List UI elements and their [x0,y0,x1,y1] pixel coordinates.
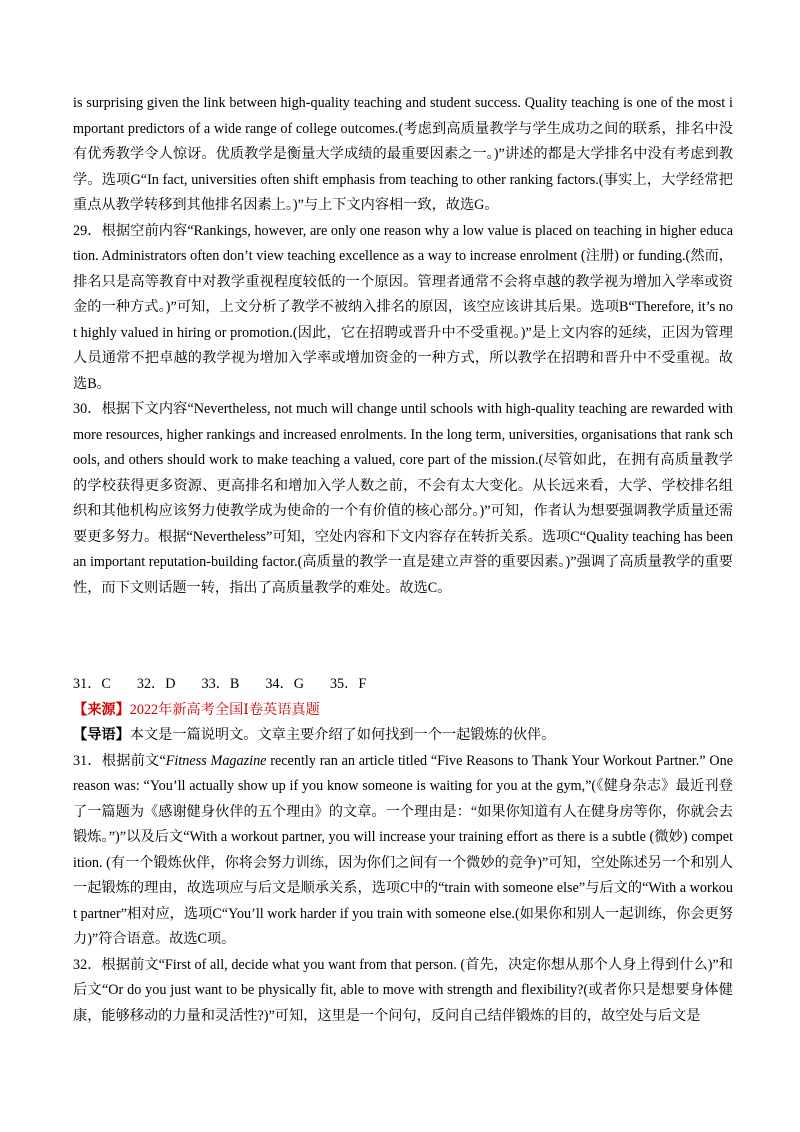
answer-34: 34．G [265,676,304,692]
explanation-part-2 [73,672,733,1029]
answer-35: 35．F [329,676,367,692]
guide-label: 【导语】 [73,727,130,743]
source-label: 【来源】 [73,701,130,718]
paragraph-32: 32．根据前文“First of all, decide what you want from that person. (首先，决定你想从那个人身上得到什么)”和后文“Or do you just want to be physically fit, able to move with strength and flexibility?(或者你只是想要身体健康，能够移动的力量和灵活性?)”可知，这里是一个问句，反问自己结伴锻炼的目的，故空处与后文是 [73,956,733,1024]
guide-line [73,723,733,749]
paragraph-31 [73,749,733,953]
answer-32: 32．D [136,676,176,692]
magazine-title: Fitness Magazine [165,752,267,769]
paragraph-30: 30．根据下文内容“Nevertheless, not much will change until schools with high-quality teaching are rewarded with more resources, higher rankings and increased enrolments. In the long term, universities, organisations that rank schools, and others should work to make teaching a valued, core part of the mission.(尽管如此，在拥有高质量教学的学校获得更多资源、更高排名和增加入学人数之前，不会有太大变化。从长远来看，大学、学校排名组织和其他机构应该努力使教学成为使命的一个有价值的核心部分。)”可知，作者认为想要强调教学质量还需要更多努力。根据“Nevertheless”可知，空处内容和下文内容存在转折关系。选项C“Quality teaching has been an important reputation-building factor.(高质量的教学一直是建立声誉的重要因素。)”强调了高质量教学的重要性，而下文则话题一转，指出了高质量教学的难处。故选C。 [73,401,734,596]
guide-text: 本文是一篇说明文。文章主要介绍了如何找到一个一起锻炼的伙伴。 [129,727,556,743]
paragraph-28-tail: is surprising given the link between high-quality teaching and student success. Quality teaching is one of the most important predictors of a wide range of college outcomes.(考虑到高质量教学与学生成功之间的联系，排名中没有优秀教学令人惊讶。优质教学是衡量大学成绩的最重要因素之一。)”讲述的都是大学排名中没有考虑到教学。选项G“In fact, universities often shift emphasis from teaching to other ranking factors.(事实上，大学经常把重点从教学转移到其他排名因素上。)”与上下文内容相一致，故选G。 [73,95,733,213]
answer-33: 33．B [201,676,240,692]
answer-key-row [73,672,733,698]
source-text: 2022年新高考全国Ⅰ卷英语真题 [129,701,320,718]
source-line [73,698,733,724]
p31-rest: recently ran an article titled “Five Reasons to Thank Your Workout Partner.” One reason was: “You’ll actually show up if you know someone is waiting for you at the gym,”(《健身杂志》最近刊登了一篇题为《感谢健身伙伴的五个理由》的文章。一个理由是：“如果你知道有人在健身房等你，你就会去锻炼。”)”以及后文“With a workout partner, you will increase your training effort as there is a subtle (微妙) competition. (有一个锻炼伙伴，你将会努力训练，因为你们之间有一个微妙的竞争)”可知，空处陈述另一个和别人一起锻炼的理由，故选项应与后文是顺承关系，选项C中的“train with someone else”与后文的“With a workout partner”相对应，选项C“You’ll work harder if you train with someone else.(如果你和别人一起训练，你会更努力)”符合语意。故选C项。 [73,752,733,947]
answer-31: 31．C [73,676,111,692]
explanation-part-1 [73,91,733,601]
paragraph-29: 29．根据空前内容“Rankings, however, are only one reason why a low value is placed on teaching in higher education. Administrators often don’t view teaching excellence as a way to increase enrolment (注册) or funding.(然而，排名只是高等教育中对教学重视程度较低的一个原因。管理者通常不会将卓越的教学视为增加入学率或资金的一种方式。)”可知，上文分析了教学不被纳入排名的原因，该空应该讲其后果。选项B“Therefore, it’s not highly valued in hiring or promotion.(因此，它在招聘或晋升中不受重视。)”是上文内容的延续，正因为管理人员通常不把卓越的教学视为增加入学率或增加资金的一种方式，所以教学在招聘和晋升中不受重视。故选B。 [73,222,733,392]
p31-prefix: 31．根据前文“ [73,752,166,769]
